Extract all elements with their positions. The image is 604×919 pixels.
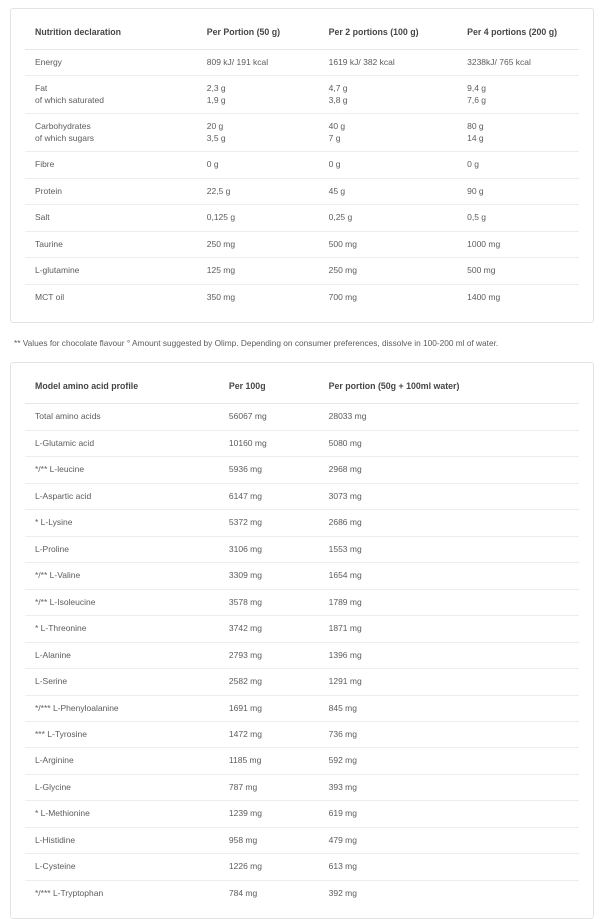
row-value-1: 1472 mg [219, 721, 319, 747]
row-label-main: MCT oil [35, 291, 65, 302]
row-value-2: 40 g 7 g [319, 114, 458, 152]
row-value-1: 3742 mg [219, 616, 319, 642]
row-label-sub: of which sugars [35, 132, 95, 143]
row-value-2: 500 mg [319, 231, 458, 257]
row-label-main: Protein [35, 185, 62, 196]
table-row [25, 880, 579, 906]
row-value-2: 45 g [319, 178, 458, 204]
row-label-main: Salt [35, 212, 50, 223]
column-header-per-portion: Per Portion (50 g) [197, 19, 319, 49]
row-value-1: 3106 mg [219, 536, 319, 562]
row-label: */** L-Valine [25, 563, 219, 589]
table-row [25, 258, 579, 284]
table-row [25, 430, 579, 456]
table-row [25, 152, 579, 178]
row-value-2: 1654 mg [319, 563, 579, 589]
row-label-sub: of which saturated [35, 94, 104, 105]
row-label [25, 49, 197, 75]
amino-acid-profile-card [10, 362, 594, 919]
row-value-2: 1789 mg [319, 589, 579, 615]
row-value-1: 0 g [197, 152, 319, 178]
table-row [25, 801, 579, 827]
nutrition-declaration-card [10, 8, 594, 323]
table-row [25, 642, 579, 668]
table-header-row [25, 373, 579, 403]
column-header-per-4-portions: Per 4 portions (200 g) [457, 19, 579, 49]
row-value-1: 350 mg [206, 291, 236, 302]
table-row [25, 49, 579, 75]
row-label: */** L-leucine [25, 457, 219, 483]
nutrition-table-body [25, 49, 579, 310]
row-value-2: 5080 mg [319, 430, 579, 456]
row-value-2: 736 mg [319, 721, 579, 747]
table-row [25, 178, 579, 204]
row-value-1: 5372 mg [219, 510, 319, 536]
row-value-2: 250 mg [319, 258, 458, 284]
table-row [25, 774, 579, 800]
row-label: L-Cysteine [25, 854, 219, 880]
row-value-3: 500 mg [457, 258, 579, 284]
row-value-2: 0 g [319, 152, 458, 178]
row-value-3: 0,5 g [457, 205, 579, 231]
row-value-3: 90 g [457, 178, 579, 204]
row-label: * L-Methionine [25, 801, 219, 827]
table-row [25, 205, 579, 231]
column-header-per-100g: Per 100g [219, 373, 319, 403]
row-value-2: 700 mg [328, 291, 357, 302]
row-value-1: 22,5 g [197, 178, 319, 204]
row-value-1: 787 mg [219, 774, 319, 800]
row-value-2: 619 mg [319, 801, 579, 827]
row-value-3: 1400 mg [467, 291, 501, 302]
table-row [25, 669, 579, 695]
row-value-1: 3309 mg [219, 563, 319, 589]
row-value-2: 1396 mg [319, 642, 579, 668]
row-value-3: 9,4 g 7,6 g [457, 76, 579, 114]
row-label: */** L-Isoleucine [25, 589, 219, 615]
row-label: Total amino acids [25, 404, 219, 430]
table-row [25, 589, 579, 615]
table-row [25, 457, 579, 483]
footnote-text: ** Values for chocolate flavour ° Amount suggested by Olimp. Depending on consumer preferences, dissolve in 100-200 ml of water. [14, 338, 499, 349]
row-value-1: 1226 mg [219, 854, 319, 880]
table-row [25, 510, 579, 536]
row-value-1: 56067 mg [219, 404, 319, 430]
row-value-1: 10160 mg [219, 430, 319, 456]
row-label: L-Histidine [25, 827, 219, 853]
column-header-per-portion: Per portion (50g + 100ml water) [319, 373, 579, 403]
row-value-2: 2686 mg [319, 510, 579, 536]
nutrition-table-head [25, 19, 579, 49]
table-header-row [25, 19, 579, 49]
row-label [25, 114, 197, 152]
row-label: L-Aspartic acid [25, 483, 219, 509]
row-value-1: 125 mg [197, 258, 319, 284]
row-value-3: 0 g [457, 152, 579, 178]
row-value-1: 3578 mg [219, 589, 319, 615]
column-header-nutrition: Nutrition declaration [25, 19, 197, 49]
row-label [25, 178, 197, 204]
row-label [25, 258, 197, 284]
row-label: *** L-Tyrosine [25, 721, 219, 747]
row-value-1: 1691 mg [219, 695, 319, 721]
table-row [25, 695, 579, 721]
row-label [25, 152, 197, 178]
row-value-1: 20 g 3,5 g [197, 114, 319, 152]
row-label: */*** L-Phenyloalanine [25, 695, 219, 721]
row-value-1: 2793 mg [219, 642, 319, 668]
table-row [25, 231, 579, 257]
table-row [25, 76, 579, 114]
row-label [25, 205, 197, 231]
row-value-1: 0,125 g [197, 205, 319, 231]
row-label: L-Glycine [25, 774, 219, 800]
row-value-2: 479 mg [319, 827, 579, 853]
row-label-main: Energy [35, 56, 62, 67]
row-value-3: 80 g 14 g [457, 114, 579, 152]
row-value-1: 1239 mg [219, 801, 319, 827]
row-value-2: 393 mg [319, 774, 579, 800]
row-value-1: 2582 mg [219, 669, 319, 695]
row-value-1: 809 kJ/ 191 kcal [197, 49, 319, 75]
table-row [25, 404, 579, 430]
row-value-1: 2,3 g 1,9 g [197, 76, 319, 114]
row-value-2: 1871 mg [319, 616, 579, 642]
table-row [25, 748, 579, 774]
row-value-2: 1291 mg [319, 669, 579, 695]
table-row [25, 827, 579, 853]
table-row [25, 483, 579, 509]
row-value-2: 0,25 g [319, 205, 458, 231]
table-row [25, 284, 579, 310]
table-row [25, 536, 579, 562]
row-label-main: Fibre [35, 159, 55, 170]
row-value-2: 28033 mg [319, 404, 579, 430]
row-value-3: 3238kJ/ 765 kcal [457, 49, 579, 75]
table-row [25, 721, 579, 747]
table-row [25, 563, 579, 589]
row-value-1: 250 mg [197, 231, 319, 257]
row-value-2: 392 mg [328, 887, 357, 898]
row-label: L-Proline [25, 536, 219, 562]
row-label-main: Taurine [35, 238, 63, 249]
row-label [25, 284, 197, 310]
row-value-2: 1619 kJ/ 382 kcal [319, 49, 458, 75]
amino-table-body [25, 404, 579, 906]
row-value-1: 784 mg [228, 887, 258, 898]
row-value-1: 5936 mg [219, 457, 319, 483]
row-value-2: 4,7 g 3,8 g [319, 76, 458, 114]
row-label: * L-Threonine [25, 616, 219, 642]
row-label-main: L-glutamine [35, 265, 80, 276]
row-value-2: 592 mg [319, 748, 579, 774]
column-header-amino-profile: Model amino acid profile [25, 373, 219, 403]
row-label-main: Fat [35, 83, 48, 94]
row-value-1: 958 mg [219, 827, 319, 853]
row-label: L-Glutamic acid [25, 430, 219, 456]
row-label: * L-Lysine [25, 510, 219, 536]
amino-acid-profile-table [25, 373, 579, 906]
nutrition-declaration-table [25, 19, 579, 310]
amino-table-head [25, 373, 579, 403]
row-value-1: 6147 mg [219, 483, 319, 509]
row-label: L-Alanine [25, 642, 219, 668]
column-header-per-2-portions: Per 2 portions (100 g) [319, 19, 458, 49]
row-label: L-Serine [25, 669, 219, 695]
row-label-main: Carbohydrates [35, 121, 91, 132]
row-value-3: 1000 mg [457, 231, 579, 257]
row-value-2: 845 mg [319, 695, 579, 721]
row-value-2: 1553 mg [319, 536, 579, 562]
table-row [25, 616, 579, 642]
row-label [25, 76, 197, 114]
table-row [25, 114, 579, 152]
row-value-2: 2968 mg [319, 457, 579, 483]
row-value-2: 3073 mg [319, 483, 579, 509]
row-value-1: 1185 mg [219, 748, 319, 774]
row-value-2: 613 mg [319, 854, 579, 880]
row-label [25, 231, 197, 257]
row-label: */*** L-Tryptophan [35, 887, 104, 898]
row-label: L-Arginine [25, 748, 219, 774]
table-row [25, 854, 579, 880]
